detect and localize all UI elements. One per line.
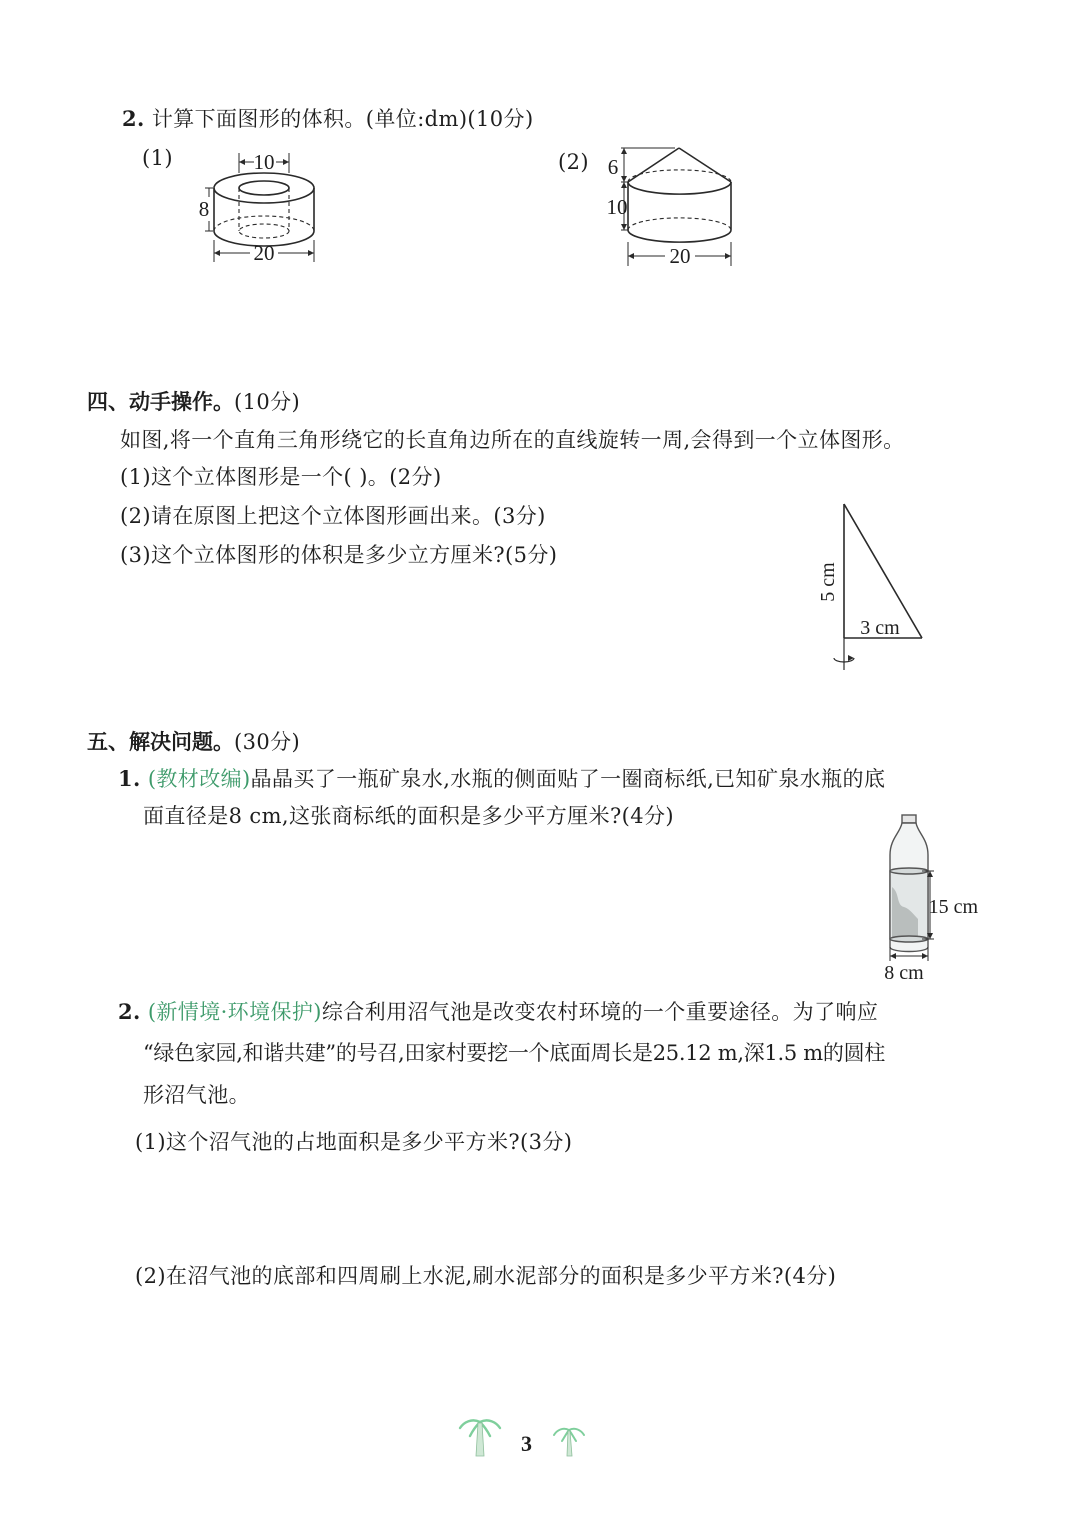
problem-tag: (新情境·环境保护) [147, 1000, 322, 1024]
hollow-cylinder-figure [180, 145, 340, 270]
height-label: 8 [198, 197, 210, 221]
problem-1-line-1 [118, 768, 885, 790]
outer-top-ellipse [214, 173, 314, 203]
question-2 [122, 108, 534, 130]
vertical-side-label: 5 cm [817, 562, 839, 602]
problem-text: 晶晶买了一瓶矿泉水,水瓶的侧面贴了一圈商标纸,已知矿泉水瓶的底 [250, 767, 886, 791]
question-text: 计算下面图形的体积。(单位:dm)(10分) [151, 107, 534, 131]
section-title: 五、解决问题。 [87, 730, 234, 754]
problem-number: 1. [118, 766, 141, 791]
problem-1-line-2: 面直径是8 cm,这张商标纸的面积是多少平方厘米?(4分) [143, 804, 674, 828]
water-bottle-figure [870, 815, 990, 985]
page-number: 3 [521, 1431, 532, 1456]
base-side-label: 3 cm [860, 617, 900, 639]
section-4-q3: (3)这个立体图形的体积是多少立方厘米?(5分) [120, 543, 558, 567]
inner-top-ellipse [239, 181, 289, 195]
problem-2-line-2: “绿色家园,和谐共建”的号召,田家村要挖一个底面周长是25.12 m,深1.5 m的圆柱 [143, 1041, 885, 1065]
problem-tag: (教材改编) [147, 767, 251, 791]
problem-number: 2. [118, 999, 141, 1024]
problem-2-line-3: 形沼气池。 [143, 1083, 250, 1107]
diameter-label: 8 cm [884, 962, 924, 984]
question-number: 2. [122, 106, 145, 131]
cone-cylinder-figure [595, 138, 755, 273]
section-score: (30分) [234, 730, 301, 754]
figure-2-label: (2) [558, 150, 589, 174]
section-title: 四、动手操作。 [87, 390, 234, 414]
section-4-q1: (1)这个立体图形是一个( )。(2分) [120, 465, 442, 489]
problem-2-line-1 [118, 1001, 878, 1023]
figure-1-label: (1) [142, 146, 173, 170]
problem-text: 综合利用沼气池是改变农村环境的一个重要途径。为了响应 [321, 1000, 879, 1024]
cone-height-label: 6 [607, 155, 619, 179]
palm-tree-icon [458, 1414, 502, 1458]
outer-diameter-label: 20 [253, 241, 275, 265]
section-score: (10分) [234, 390, 301, 414]
palm-tree-icon [552, 1424, 586, 1458]
cylinder-height-label: 10 [606, 195, 628, 219]
right-triangle-figure [812, 500, 932, 680]
problem-2-q2: (2)在沼气池的底部和四周刷上水泥,刷水泥部分的面积是多少平方米?(4分) [135, 1264, 837, 1288]
section-5-heading [87, 726, 300, 756]
problem-2-q1: (1)这个沼气池的占地面积是多少平方米?(3分) [135, 1130, 573, 1154]
section-4-intro: 如图,将一个直角三角形绕它的长直角边所在的直线旋转一周,会得到一个立体图形。 [120, 428, 905, 452]
inner-diameter-label: 10 [253, 150, 275, 174]
height-label: 15 cm [928, 896, 978, 918]
section-4-heading [87, 386, 300, 416]
section-4-q2: (2)请在原图上把这个立体图形画出来。(3分) [120, 504, 546, 528]
diameter-label: 20 [669, 244, 691, 268]
